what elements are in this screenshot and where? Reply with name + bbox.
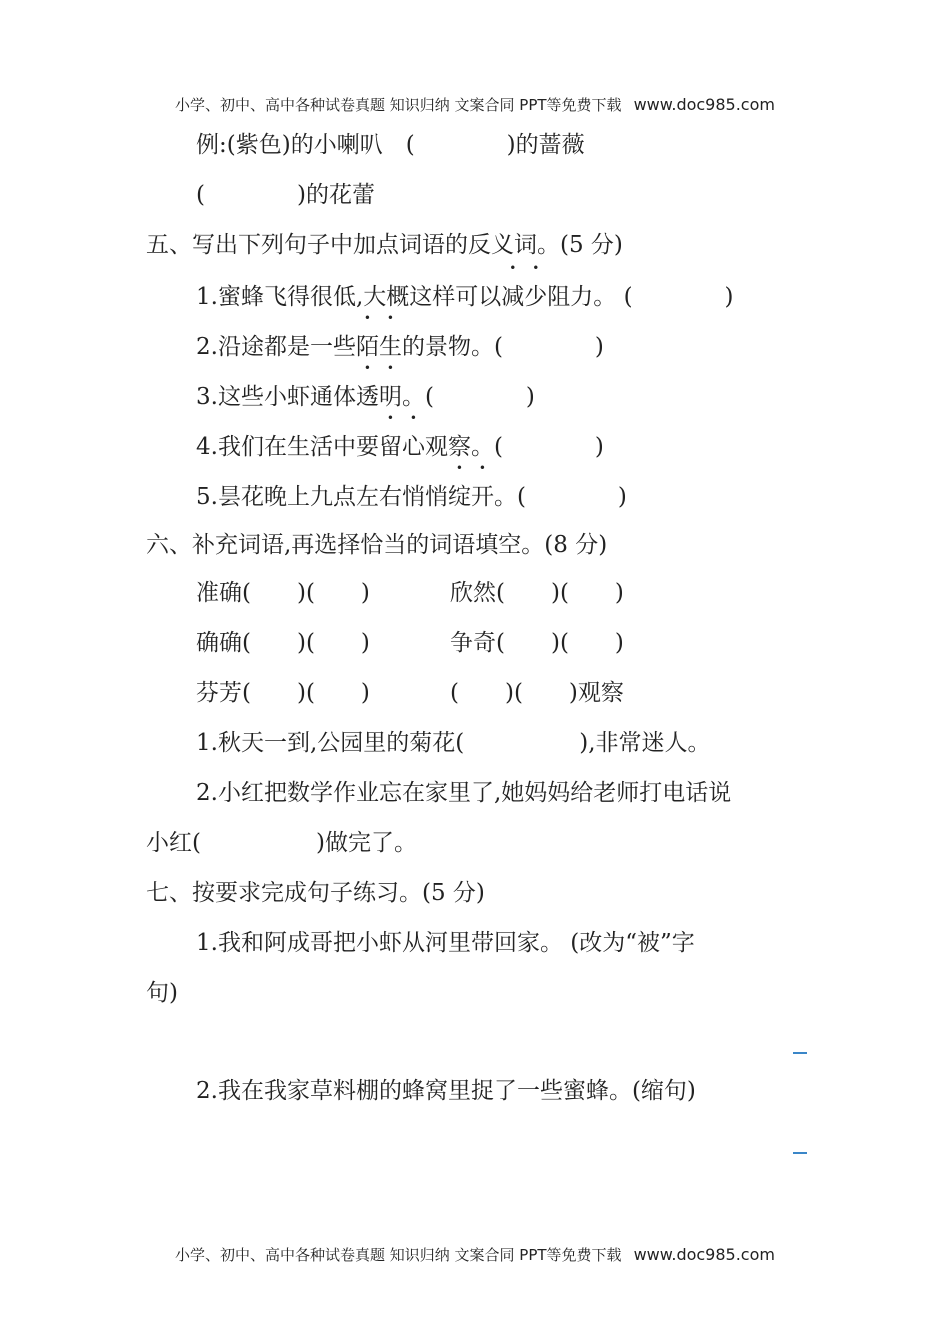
q-text: 3.这些小虾通体 [196,384,356,410]
q-text: 。( ) [401,384,535,410]
word-fill-3b: ( )( )观察 [450,680,624,706]
footer-text: 小学、初中、高中各种试卷真题 知识归纳 文案合同 PPT等免费下载 [175,1246,622,1264]
section-7-title: 七、按要求完成句子练习。(5 分) [146,880,485,906]
q-text: 2.沿途都是一些 [196,334,356,360]
q-text: 。( ) [493,484,627,510]
word-fill-2b: 争奇( )( ) [450,630,624,656]
answer-line [793,1152,807,1154]
sec5-question-1 [196,282,734,312]
answer-line [793,1052,807,1054]
word-fill-1a: 准确( )( ) [196,580,370,606]
dotted-char: 开 [470,484,494,510]
q-text: 观察。( ) [424,434,604,460]
dotted-char: 生 [378,334,402,360]
dotted-char: 心 [401,434,425,460]
sec6-question-2-line2: 小红( )做完了。 [146,830,417,856]
dotted-char: 陌 [355,334,379,360]
header-url[interactable]: www.doc985.com [633,95,775,114]
q-text: 阻力。 ( ) [547,284,734,310]
q-text: 4.我们在生活中要 [196,434,379,460]
dotted-char: 留 [378,434,402,460]
section-5-title: 五、写出下列句子中加点词语的反义词。(5 分) [146,232,623,258]
q-text: 的景物。( ) [401,334,604,360]
example-line: 例:(紫色)的小喇叭 ( )的蔷薇 [196,132,585,158]
sec7-question-1-line1: 1.我和阿成哥把小虾从河里带回家。 (改为“被”字 [196,930,695,956]
footer-url[interactable]: www.doc985.com [633,1245,775,1264]
sec5-question-4 [196,432,604,462]
q-text: 1.蜜蜂飞得很低,大概这样可以 [196,284,502,310]
dotted-char: 减 [501,284,525,310]
dotted-char: 绽 [447,484,471,510]
dotted-char: 明 [378,384,402,410]
word-fill-3a: 芬芳( )( ) [196,680,370,706]
page-footer [0,1244,950,1265]
header-text: 小学、初中、高中各种试卷真题 知识归纳 文案合同 PPT等免费下载 [175,96,622,114]
dotted-char: 少 [524,284,548,310]
sec7-question-2: 2.我在我家草料棚的蜂窝里捉了一些蜜蜂。(缩句) [196,1078,696,1104]
word-fill-2a: 确确( )( ) [196,630,370,656]
word-fill-1b: 欣然( )( ) [450,580,624,606]
sec5-question-2 [196,332,604,362]
q-text: 5.昙花晚上九点左右悄悄 [196,484,448,510]
section-6-title: 六、补充词语,再选择恰当的词语填空。(8 分) [146,532,608,558]
sec6-question-1: 1.秋天一到,公园里的菊花( ),非常迷人。 [196,730,711,756]
page-header [0,94,950,115]
dotted-char: 透 [355,384,379,410]
sec5-question-5 [196,482,627,512]
flower-bud-line: ( )的花蕾 [196,182,375,208]
sec5-question-3 [196,382,535,412]
sec6-question-2-line1: 2.小红把数学作业忘在家里了,她妈妈给老师打电话说 [196,780,732,806]
sec7-question-1-line2: 句) [146,980,178,1006]
